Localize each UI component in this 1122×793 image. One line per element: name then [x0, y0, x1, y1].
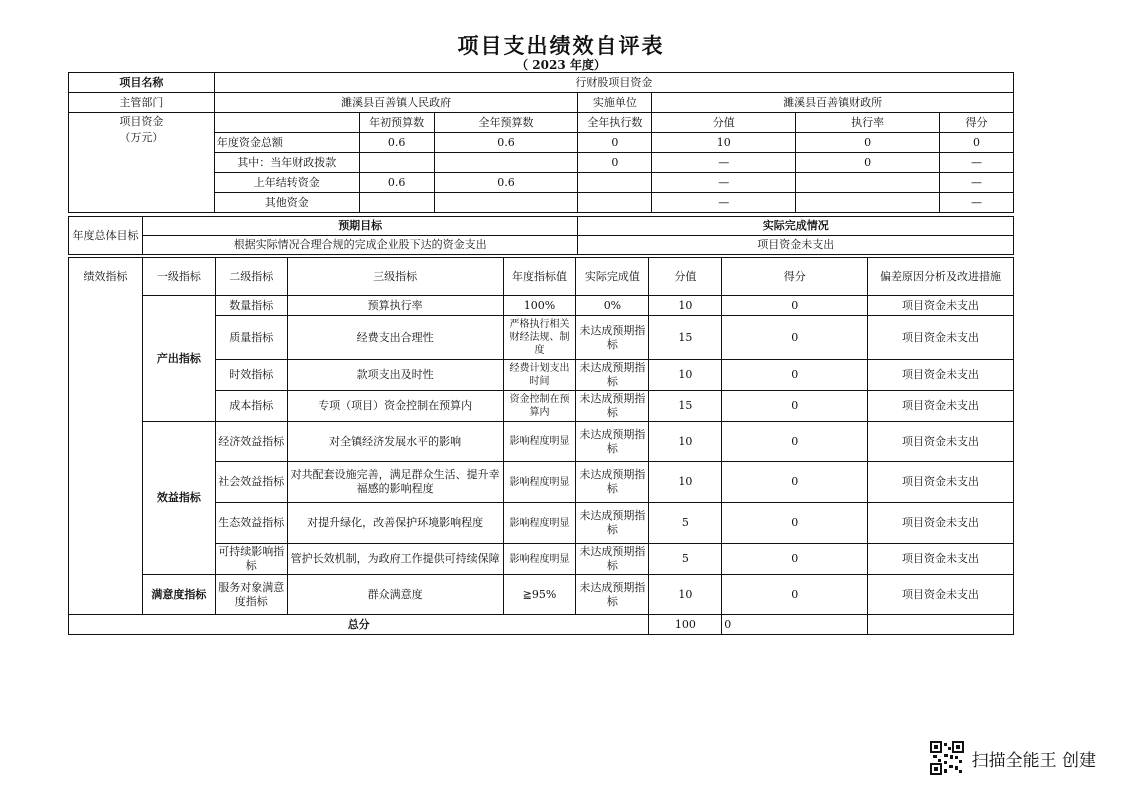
benefit-indicator-label: 效益指标 [142, 422, 215, 575]
total-label: 总分 [69, 615, 649, 635]
goal-content-row [69, 236, 1014, 255]
l2-cell: 经济效益指标 [215, 422, 287, 462]
current-exec: 0 [578, 153, 652, 173]
actual-status-header: 实际完成情况 [578, 217, 1014, 236]
score-cell: 0 [722, 575, 868, 615]
target-cell: 影响程度明显 [503, 544, 576, 575]
l2-cell: 社会效益指标 [215, 462, 287, 503]
points-cell: 10 [649, 575, 722, 615]
l3-cell: 预算执行率 [287, 296, 503, 316]
full-budget-header: 全年预算数 [434, 113, 578, 133]
score-cell: 0 [722, 462, 868, 503]
target-cell: 资金控制在预算内 [503, 391, 576, 422]
points-cell: 10 [649, 462, 722, 503]
actual-cell: 未达成预期指标 [576, 544, 649, 575]
funds-label: 项目资金 [119, 115, 164, 128]
annual-target-header: 年度指标值 [503, 258, 576, 296]
output-indicator-label: 产出指标 [142, 296, 215, 422]
total-score: 0 [722, 615, 868, 635]
carryover-points: — [652, 173, 796, 193]
target-cell: 严格执行相关财经法规、制度 [503, 316, 576, 360]
l3-cell: 管护长效机制，为政府工作提供可持续保障 [287, 544, 503, 575]
score-cell: 0 [722, 503, 868, 544]
note-cell: 项目资金未支出 [868, 503, 1014, 544]
funds-unit: （万元） [119, 131, 164, 144]
l2-cell: 时效指标 [215, 360, 287, 391]
department-row [69, 93, 1014, 113]
level1-header: 一级指标 [142, 258, 215, 296]
project-name-row [69, 73, 1014, 93]
carryover-rate [796, 173, 940, 193]
target-cell: 影响程度明显 [503, 422, 576, 462]
l3-cell: 群众满意度 [287, 575, 503, 615]
impl-unit-value: 濉溪县百善镇财政所 [652, 93, 1014, 113]
note-cell: 项目资金未支出 [868, 391, 1014, 422]
department-label: 主管部门 [69, 93, 215, 113]
carryover-score: — [940, 173, 1014, 193]
deviation-header: 偏差原因分析及改进措施 [868, 258, 1014, 296]
exec-rate-header: 执行率 [796, 113, 940, 133]
l3-cell: 专项（项目）资金控制在预算内 [287, 391, 503, 422]
total-points: 10 [652, 133, 796, 153]
level2-header: 二级指标 [215, 258, 287, 296]
score-cell: 0 [722, 360, 868, 391]
l2-cell: 成本指标 [215, 391, 287, 422]
other-label: 其他资金 [214, 193, 359, 213]
score-value-header: 分值 [652, 113, 796, 133]
total-points: 100 [649, 615, 722, 635]
actual-done-header: 实际完成值 [576, 258, 649, 296]
kpi-row [69, 575, 1014, 615]
total-initial: 0.6 [359, 133, 434, 153]
actual-status-value: 项目资金未支出 [578, 236, 1014, 255]
note-cell: 项目资金未支出 [868, 544, 1014, 575]
note-cell: 项目资金未支出 [868, 422, 1014, 462]
carryover-initial: 0.6 [359, 173, 434, 193]
goal-header-row [69, 217, 1014, 236]
note-cell: 项目资金未支出 [868, 316, 1014, 360]
scanner-watermark [930, 741, 1096, 775]
note-cell: 项目资金未支出 [868, 462, 1014, 503]
level3-header: 三级指标 [287, 258, 503, 296]
other-points: — [652, 193, 796, 213]
note-cell: 项目资金未支出 [868, 360, 1014, 391]
page-title: 项目支出绩效自评表 [457, 34, 665, 58]
other-exec [578, 193, 652, 213]
goal-table [68, 216, 1014, 255]
l2-cell: 服务对象满意度指标 [215, 575, 287, 615]
l2-cell: 质量指标 [215, 316, 287, 360]
points-cell: 15 [649, 391, 722, 422]
total-exec: 0 [578, 133, 652, 153]
full-exec-header: 全年执行数 [578, 113, 652, 133]
current-full [434, 153, 578, 173]
l2-cell: 生态效益指标 [215, 503, 287, 544]
score-cell: 0 [722, 296, 868, 316]
actual-cell: 未达成预期指标 [576, 360, 649, 391]
total-full: 0.6 [434, 133, 578, 153]
target-cell: 影响程度明显 [503, 503, 576, 544]
empty-cell [214, 113, 359, 133]
expected-goal-value: 根据实际情况合理合规的完成企业股下达的资金支出 [142, 236, 578, 255]
actual-cell: 未达成预期指标 [576, 503, 649, 544]
kpi-label: 绩效指标 [69, 258, 143, 615]
total-note [868, 615, 1014, 635]
project-name-label: 项目名称 [69, 73, 215, 93]
other-full [434, 193, 578, 213]
target-cell: 经费计划支出时间 [503, 360, 576, 391]
total-row [69, 615, 1014, 635]
points-cell: 15 [649, 316, 722, 360]
points-cell: 5 [649, 503, 722, 544]
kpi-table [68, 257, 1014, 635]
l3-cell: 对提升绿化，改善保护环境影响程度 [287, 503, 503, 544]
total-funds-label: 年度资金总额 [214, 133, 359, 153]
carryover-exec [578, 173, 652, 193]
current-initial [359, 153, 434, 173]
expected-goal-header: 预期目标 [142, 217, 578, 236]
year-subtitle: （ 2023 年度） [516, 58, 606, 72]
target-cell: 影响程度明显 [503, 462, 576, 503]
qr-code-icon [930, 741, 964, 775]
points-cell: 10 [649, 296, 722, 316]
other-rate [796, 193, 940, 213]
score-cell: 0 [722, 422, 868, 462]
total-rate: 0 [796, 133, 940, 153]
funds-label-cell [69, 113, 215, 213]
carryover-label: 上年结转资金 [214, 173, 359, 193]
points-header: 分值 [649, 258, 722, 296]
target-cell: ≧95% [503, 575, 576, 615]
department-value: 濉溪县百善镇人民政府 [214, 93, 578, 113]
scored-header: 得分 [722, 258, 868, 296]
kpi-header-row [69, 258, 1014, 296]
kpi-row [69, 296, 1014, 316]
score-cell: 0 [722, 316, 868, 360]
score-cell: 0 [722, 391, 868, 422]
funds-header-row [69, 113, 1014, 133]
current-points: — [652, 153, 796, 173]
actual-cell: 0% [576, 296, 649, 316]
funds-table [68, 72, 1014, 213]
actual-cell: 未达成预期指标 [576, 462, 649, 503]
points-cell: 10 [649, 422, 722, 462]
l3-cell: 经费支出合理性 [287, 316, 503, 360]
other-initial [359, 193, 434, 213]
actual-cell: 未达成预期指标 [576, 391, 649, 422]
actual-cell: 未达成预期指标 [576, 316, 649, 360]
current-score: — [940, 153, 1014, 173]
total-score: 0 [940, 133, 1014, 153]
l3-cell: 对共配套设施完善，满足群众生活、提升幸福感的影响程度 [287, 462, 503, 503]
points-cell: 5 [649, 544, 722, 575]
annual-goal-label: 年度总体目标 [69, 217, 143, 255]
l2-cell: 数量指标 [215, 296, 287, 316]
note-cell: 项目资金未支出 [868, 575, 1014, 615]
other-score: — [940, 193, 1014, 213]
of-which-label: 其中：当年财政拨款 [214, 153, 359, 173]
kpi-row [69, 422, 1014, 462]
target-cell: 100% [503, 296, 576, 316]
l3-cell: 款项支出及时性 [287, 360, 503, 391]
actual-cell: 未达成预期指标 [576, 422, 649, 462]
current-rate: 0 [796, 153, 940, 173]
impl-unit-label: 实施单位 [578, 93, 652, 113]
score-header: 得分 [940, 113, 1014, 133]
satisfaction-indicator-label: 满意度指标 [142, 575, 215, 615]
initial-budget-header: 年初预算数 [359, 113, 434, 133]
project-name-value: 行财股项目资金 [214, 73, 1013, 93]
score-cell: 0 [722, 544, 868, 575]
l2-cell: 可持续影响指标 [215, 544, 287, 575]
actual-cell: 未达成预期指标 [576, 575, 649, 615]
l3-cell: 对全镇经济发展水平的影响 [287, 422, 503, 462]
watermark-text: 扫描全能王 创建 [971, 750, 1096, 771]
points-cell: 10 [649, 360, 722, 391]
note-cell: 项目资金未支出 [868, 296, 1014, 316]
carryover-full: 0.6 [434, 173, 578, 193]
